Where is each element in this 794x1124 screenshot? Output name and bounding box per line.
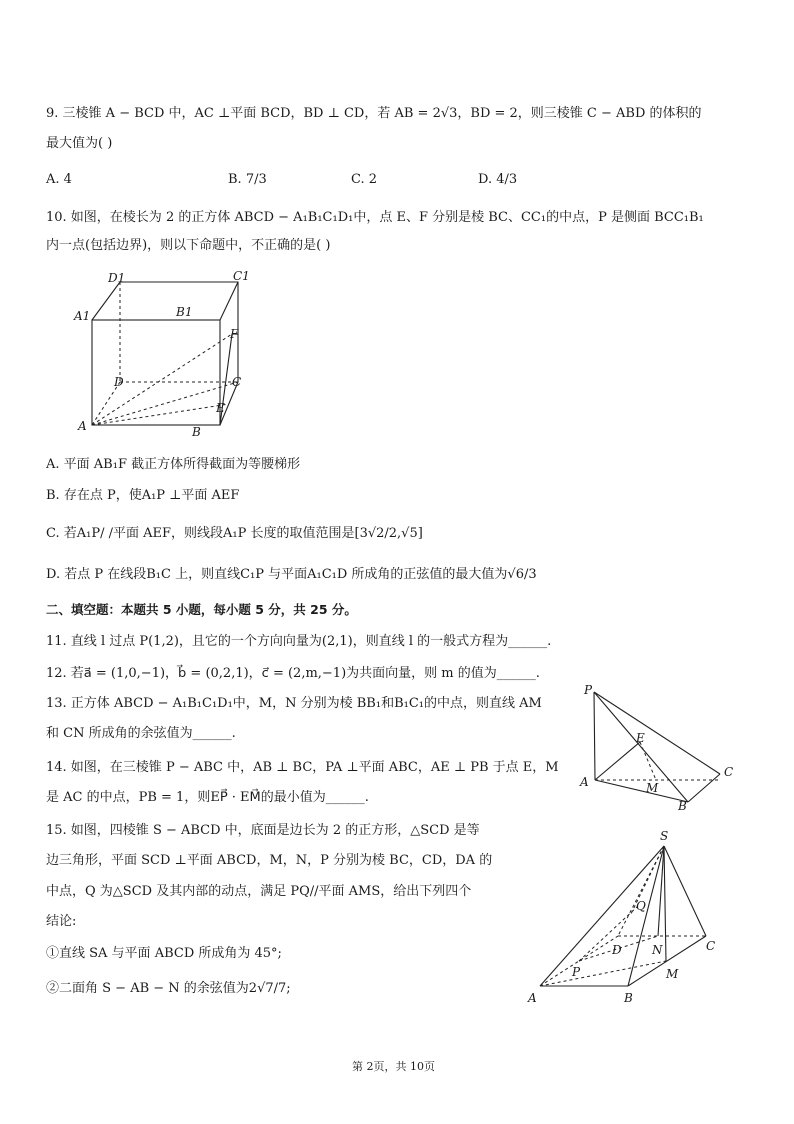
label-p3: P — [572, 965, 581, 979]
q14-line2: 是 AC 的中点，PB = 1，则EP⃗ · EM⃗的最小值为______. — [46, 790, 369, 805]
q15-line1: 15. 如图，四棱锥 S − ABCD 中，底面是边长为 2 的正方形，△SCD 是等 — [46, 823, 480, 838]
q15-line3: 中点，Q 为△SCD 及其内部的动点，满足 PQ//平面 AMS，给出下列四个 — [46, 884, 472, 899]
label-a: A — [78, 419, 87, 433]
label-d3: D — [612, 943, 622, 957]
label-f: F — [230, 327, 239, 341]
q11: 11. 直线 l 过点 P(1,2)，且它的一个方向向量为(2,1)，则直线 l 的一般式方程为______. — [46, 634, 552, 649]
q10-option-c: C. 若A₁P/ /平面 AEF，则线段A₁P 长度的取值范围是[3√2/2,√5] — [46, 526, 423, 541]
label-e: E — [216, 401, 225, 415]
label-s: S — [660, 829, 669, 843]
q13-line1: 13. 正方体 ABCD − A₁B₁C₁D₁中，M，N 分别为棱 BB₁和B₁C₁的中点，则直线 AM — [46, 696, 542, 711]
q9-line2: 最大值为( ) — [46, 136, 113, 151]
q12: 12. 若a⃗ = (1,0,−1)，b⃗ = (0,2,1)，c⃗ = (2,m,−1)为共面向量，则 m 的值为______. — [46, 666, 540, 681]
label-d: D — [114, 375, 124, 389]
q9-line1: 9. 三棱锥 A − BCD 中，AC ⊥平面 BCD，BD ⊥ CD，若 AB = 2√3，BD = 2，则三棱锥 C − ABD 的体积的 — [46, 106, 702, 121]
label-d1: D1 — [108, 271, 126, 285]
page-footer: 第 2页，共 10页 — [352, 1060, 435, 1073]
label-b3: B — [624, 991, 633, 1005]
label-a2: A — [580, 775, 589, 789]
q13-line2: 和 CN 所成角的余弦值为______. — [46, 726, 236, 741]
label-e2: E — [636, 731, 645, 745]
q10-line2: 内一点(包括边界)，则以下命题中，不正确的是( ) — [46, 238, 331, 253]
section-heading: 二、填空题：本题共 5 小题，每小题 5 分，共 25 分。 — [46, 602, 357, 617]
label-b2: B — [678, 799, 687, 813]
label-c1: C1 — [233, 269, 250, 283]
q9-option-a: A. 4 — [46, 172, 72, 187]
label-q: Q — [636, 899, 646, 913]
label-n: N — [652, 943, 663, 957]
label-a1: A1 — [74, 309, 91, 323]
q10-line1: 10. 如图，在棱长为 2 的正方体 ABCD − A₁B₁C₁D₁中，点 E、F 分别是棱 BC、CC₁的中点，P 是侧面 BCC₁B₁ — [46, 210, 704, 225]
label-m: M — [646, 781, 659, 795]
q10-option-b: B. 存在点 P，使A₁P ⊥平面 AEF — [46, 488, 240, 503]
label-b: B — [192, 425, 201, 439]
label-c: C — [232, 375, 242, 389]
label-b1: B1 — [176, 305, 193, 319]
tetrahedron-figure — [578, 683, 738, 813]
q15-item1: ①直线 SA 与平面 ABCD 所成角为 45°; — [46, 946, 282, 961]
q14-line1: 14. 如图，在三棱锥 P − ABC 中，AB ⊥ BC，PA ⊥平面 ABC，AE ⊥ PB 于点 E，M — [46, 760, 559, 775]
label-m3: M — [666, 967, 679, 981]
pyramid-figure — [520, 826, 730, 1006]
label-c2: C — [724, 765, 734, 779]
label-p: P — [584, 683, 593, 697]
q9-option-c: C. 2 — [351, 172, 378, 187]
q15-line4: 结论: — [46, 914, 77, 929]
q9-option-d: D. 4/3 — [478, 172, 518, 187]
q10-option-a: A. 平面 AB₁F 截正方体所得截面为等腰梯形 — [46, 457, 301, 472]
label-c3: C — [706, 939, 716, 953]
q15-line2: 边三角形，平面 SCD ⊥平面 ABCD，M，N，P 分别为棱 BC，CD，DA 的 — [46, 853, 493, 868]
q10-option-d: D. 若点 P 在线段B₁C 上，则直线C₁P 与平面A₁C₁D 所成角的正弦值的最大值为√6/3 — [46, 567, 537, 582]
label-a3: A — [528, 991, 537, 1005]
q9-option-b: B. 7/3 — [228, 172, 267, 187]
cube-figure — [70, 268, 260, 443]
q15-item2: ②二面角 S − AB − N 的余弦值为2√7/7; — [46, 981, 291, 996]
